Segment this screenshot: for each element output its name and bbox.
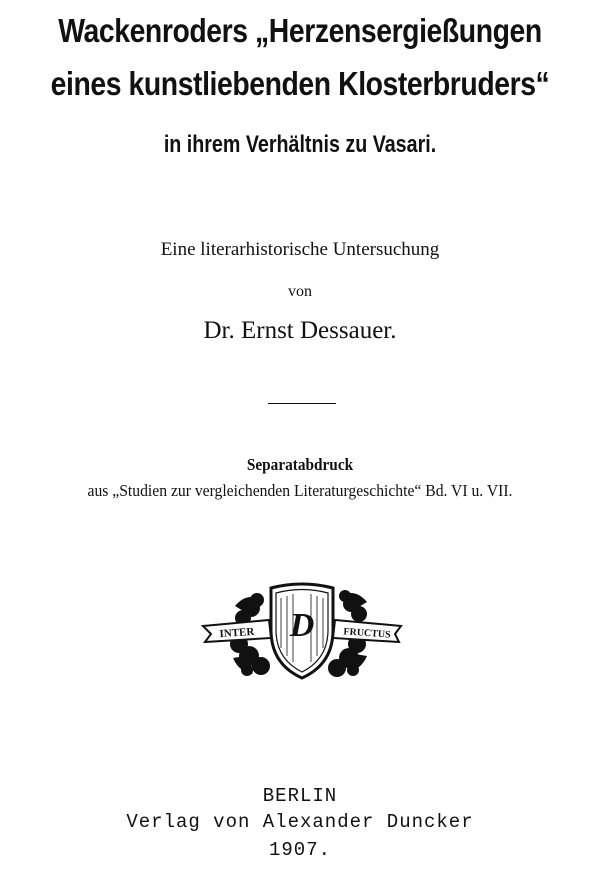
banner-right xyxy=(333,620,401,642)
imprint-city: BERLIN xyxy=(262,785,338,807)
publisher-emblem xyxy=(199,578,405,688)
imprint-year: 1907. xyxy=(268,839,331,861)
divider-rule xyxy=(268,403,336,404)
imprint-publisher: Verlag von Alexander Duncker xyxy=(126,811,474,833)
description: Eine literarhistorische Untersuchung xyxy=(160,239,440,260)
offprint-source: aus „Studien zur vergleichenden Literaturgeschichte“ Bd. VI u. VII. xyxy=(87,481,513,500)
offprint-heading: Separatabdruck xyxy=(246,455,354,474)
author-name: Dr. Ernst Dessauer. xyxy=(203,317,397,344)
banner-left xyxy=(203,620,271,642)
title-line-3: in ihrem Verhältnis zu Vasari. xyxy=(163,131,437,158)
by-line: von xyxy=(288,283,312,300)
shield-icon xyxy=(271,584,333,678)
title-line-2: eines kunstliebenden Klosterbruders“ xyxy=(50,65,550,102)
svg-text:INTER: INTER xyxy=(219,625,255,641)
svg-text:D: D xyxy=(289,607,315,644)
title-line-1: Wackenroders „Herzensergießungen xyxy=(58,12,542,49)
svg-text:FRUCTUS: FRUCTUS xyxy=(343,626,391,641)
